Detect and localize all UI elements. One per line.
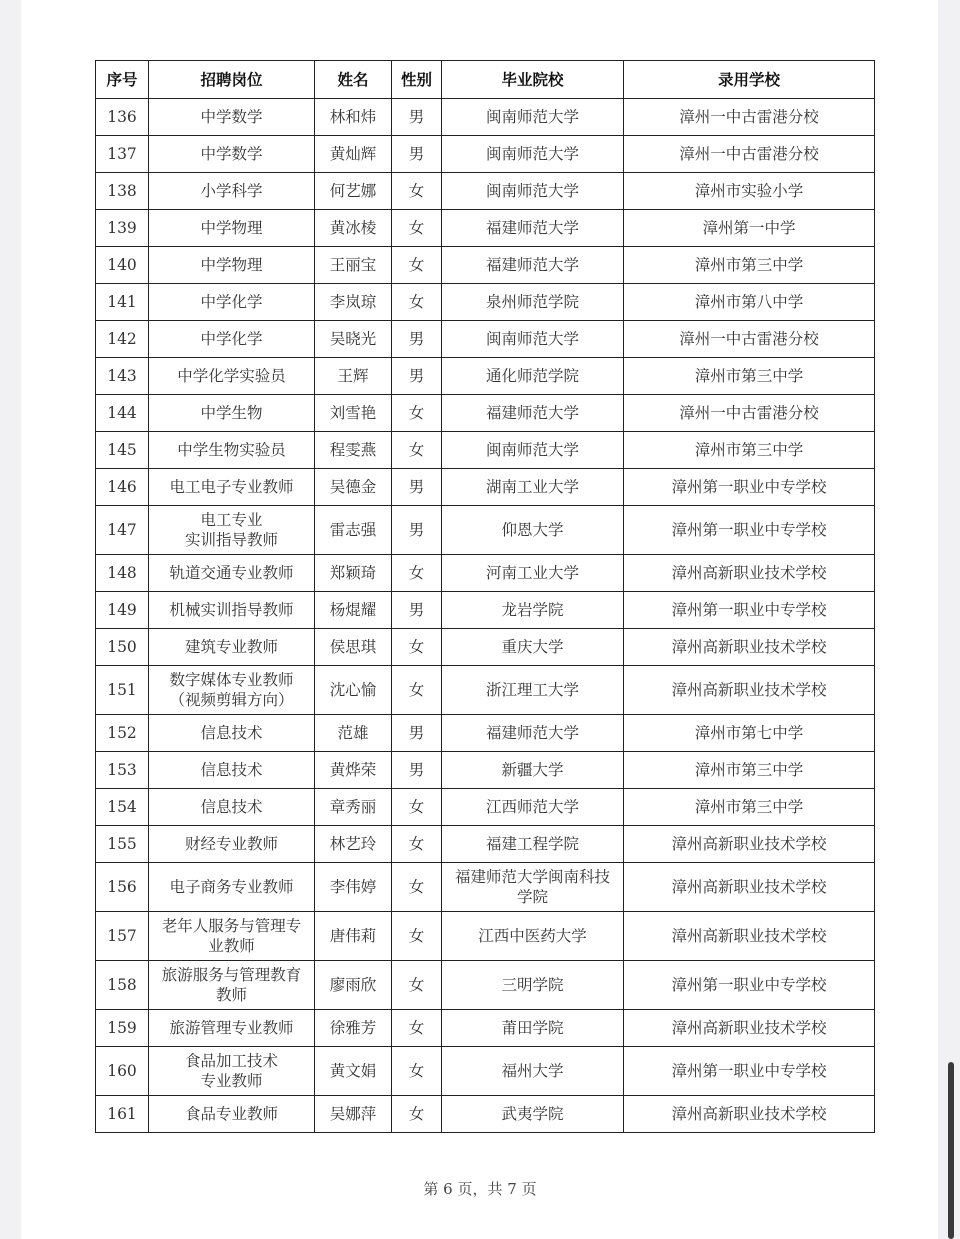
cell-gender: 男 bbox=[392, 136, 442, 173]
cell-gender: 女 bbox=[392, 173, 442, 210]
cell-hiring-school: 漳州市第三中学 bbox=[624, 247, 875, 284]
cell-name: 林艺玲 bbox=[315, 826, 392, 863]
cell-hiring-school: 漳州一中古雷港分校 bbox=[624, 99, 875, 136]
cell-position: 电工专业 实训指导教师 bbox=[149, 506, 315, 555]
cell-gender: 女 bbox=[392, 1096, 442, 1133]
cell-gender: 男 bbox=[392, 358, 442, 395]
cell-gender: 女 bbox=[392, 629, 442, 666]
cell-name: 侯思琪 bbox=[315, 629, 392, 666]
cell-index: 146 bbox=[96, 469, 149, 506]
table-row bbox=[96, 826, 875, 863]
cell-index: 151 bbox=[96, 666, 149, 715]
cell-name: 王辉 bbox=[315, 358, 392, 395]
cell-graduated-from: 福建师范大学闽南科技 学院 bbox=[442, 863, 624, 912]
cell-hiring-school: 漳州一中古雷港分校 bbox=[624, 136, 875, 173]
cell-name: 刘雪艳 bbox=[315, 395, 392, 432]
cell-hiring-school: 漳州高新职业技术学校 bbox=[624, 1010, 875, 1047]
cell-index: 152 bbox=[96, 715, 149, 752]
table-row bbox=[96, 136, 875, 173]
cell-hiring-school: 漳州高新职业技术学校 bbox=[624, 1096, 875, 1133]
cell-position: 电子商务专业教师 bbox=[149, 863, 315, 912]
cell-gender: 男 bbox=[392, 99, 442, 136]
cell-index: 153 bbox=[96, 752, 149, 789]
cell-position: 旅游管理专业教师 bbox=[149, 1010, 315, 1047]
table-row bbox=[96, 912, 875, 961]
cell-hiring-school: 漳州一中古雷港分校 bbox=[624, 395, 875, 432]
cell-index: 156 bbox=[96, 863, 149, 912]
cell-graduated-from: 福建师范大学 bbox=[442, 247, 624, 284]
table-row bbox=[96, 469, 875, 506]
cell-index: 144 bbox=[96, 395, 149, 432]
cell-position: 信息技术 bbox=[149, 715, 315, 752]
cell-index: 158 bbox=[96, 961, 149, 1010]
table-row bbox=[96, 506, 875, 555]
cell-position: 中学化学实验员 bbox=[149, 358, 315, 395]
cell-graduated-from: 仰恩大学 bbox=[442, 506, 624, 555]
table-row bbox=[96, 284, 875, 321]
cell-gender: 女 bbox=[392, 210, 442, 247]
cell-graduated-from: 莆田学院 bbox=[442, 1010, 624, 1047]
cell-position: 轨道交通专业教师 bbox=[149, 555, 315, 592]
table-row bbox=[96, 321, 875, 358]
cell-position: 中学生物实验员 bbox=[149, 432, 315, 469]
cell-name: 黄冰棱 bbox=[315, 210, 392, 247]
table-row bbox=[96, 432, 875, 469]
cell-graduated-from: 浙江理工大学 bbox=[442, 666, 624, 715]
cell-hiring-school: 漳州市第三中学 bbox=[624, 789, 875, 826]
cell-name: 吴娜萍 bbox=[315, 1096, 392, 1133]
cell-position: 老年人服务与管理专 业教师 bbox=[149, 912, 315, 961]
table-row bbox=[96, 863, 875, 912]
cell-gender: 女 bbox=[392, 555, 442, 592]
cell-position: 机械实训指导教师 bbox=[149, 592, 315, 629]
cell-index: 141 bbox=[96, 284, 149, 321]
cell-graduated-from: 江西师范大学 bbox=[442, 789, 624, 826]
cell-graduated-from: 福建师范大学 bbox=[442, 715, 624, 752]
cell-index: 145 bbox=[96, 432, 149, 469]
cell-index: 154 bbox=[96, 789, 149, 826]
cell-name: 徐雅芳 bbox=[315, 1010, 392, 1047]
cell-name: 程雯燕 bbox=[315, 432, 392, 469]
cell-hiring-school: 漳州第一职业中专学校 bbox=[624, 1047, 875, 1096]
cell-hiring-school: 漳州高新职业技术学校 bbox=[624, 912, 875, 961]
header-position: 招聘岗位 bbox=[149, 61, 315, 99]
header-name: 姓名 bbox=[315, 61, 392, 99]
cell-gender: 女 bbox=[392, 395, 442, 432]
cell-gender: 女 bbox=[392, 1010, 442, 1047]
cell-graduated-from: 湖南工业大学 bbox=[442, 469, 624, 506]
cell-gender: 男 bbox=[392, 321, 442, 358]
cell-index: 138 bbox=[96, 173, 149, 210]
cell-hiring-school: 漳州第一职业中专学校 bbox=[624, 592, 875, 629]
cell-gender: 男 bbox=[392, 469, 442, 506]
cell-gender: 女 bbox=[392, 666, 442, 715]
scrollbar[interactable] bbox=[948, 1062, 954, 1239]
cell-hiring-school: 漳州第一职业中专学校 bbox=[624, 961, 875, 1010]
cell-name: 廖雨欣 bbox=[315, 961, 392, 1010]
cell-index: 155 bbox=[96, 826, 149, 863]
table-row bbox=[96, 789, 875, 826]
cell-gender: 女 bbox=[392, 961, 442, 1010]
table-row bbox=[96, 961, 875, 1010]
table-row bbox=[96, 358, 875, 395]
cell-graduated-from: 闽南师范大学 bbox=[442, 432, 624, 469]
cell-hiring-school: 漳州市第三中学 bbox=[624, 358, 875, 395]
table-row bbox=[96, 666, 875, 715]
cell-name: 唐伟莉 bbox=[315, 912, 392, 961]
cell-graduated-from: 泉州师范学院 bbox=[442, 284, 624, 321]
cell-gender: 女 bbox=[392, 432, 442, 469]
cell-gender: 女 bbox=[392, 247, 442, 284]
cell-gender: 男 bbox=[392, 715, 442, 752]
cell-position: 信息技术 bbox=[149, 752, 315, 789]
table-row bbox=[96, 173, 875, 210]
cell-hiring-school: 漳州高新职业技术学校 bbox=[624, 629, 875, 666]
cell-position: 食品专业教师 bbox=[149, 1096, 315, 1133]
cell-hiring-school: 漳州市第七中学 bbox=[624, 715, 875, 752]
cell-hiring-school: 漳州高新职业技术学校 bbox=[624, 863, 875, 912]
cell-gender: 男 bbox=[392, 752, 442, 789]
cell-position: 数字媒体专业教师 （视频剪辑方向） bbox=[149, 666, 315, 715]
cell-position: 中学数学 bbox=[149, 99, 315, 136]
table-row bbox=[96, 395, 875, 432]
header-hiring-school: 录用学校 bbox=[624, 61, 875, 99]
cell-hiring-school: 漳州市第三中学 bbox=[624, 752, 875, 789]
cell-graduated-from: 福建工程学院 bbox=[442, 826, 624, 863]
cell-graduated-from: 三明学院 bbox=[442, 961, 624, 1010]
table-row bbox=[96, 1096, 875, 1133]
cell-index: 147 bbox=[96, 506, 149, 555]
cell-graduated-from: 闽南师范大学 bbox=[442, 321, 624, 358]
cell-hiring-school: 漳州市第三中学 bbox=[624, 432, 875, 469]
cell-hiring-school: 漳州市第八中学 bbox=[624, 284, 875, 321]
cell-name: 林和炜 bbox=[315, 99, 392, 136]
cell-position: 旅游服务与管理教育 教师 bbox=[149, 961, 315, 1010]
cell-graduated-from: 福建师范大学 bbox=[442, 210, 624, 247]
cell-position: 信息技术 bbox=[149, 789, 315, 826]
cell-gender: 女 bbox=[392, 912, 442, 961]
cell-position: 中学数学 bbox=[149, 136, 315, 173]
header-graduated-from: 毕业院校 bbox=[442, 61, 624, 99]
cell-hiring-school: 漳州第一职业中专学校 bbox=[624, 506, 875, 555]
table-row bbox=[96, 629, 875, 666]
cell-name: 章秀丽 bbox=[315, 789, 392, 826]
cell-name: 王丽宝 bbox=[315, 247, 392, 284]
table-row bbox=[96, 1047, 875, 1096]
cell-graduated-from: 闽南师范大学 bbox=[442, 173, 624, 210]
cell-hiring-school: 漳州第一职业中专学校 bbox=[624, 469, 875, 506]
hiring-table bbox=[95, 60, 875, 1133]
cell-name: 李岚琼 bbox=[315, 284, 392, 321]
header-index: 序号 bbox=[96, 61, 149, 99]
cell-name: 范雄 bbox=[315, 715, 392, 752]
cell-position: 中学化学 bbox=[149, 321, 315, 358]
cell-hiring-school: 漳州高新职业技术学校 bbox=[624, 555, 875, 592]
cell-position: 中学物理 bbox=[149, 210, 315, 247]
table-row bbox=[96, 592, 875, 629]
cell-gender: 女 bbox=[392, 789, 442, 826]
cell-position: 中学物理 bbox=[149, 247, 315, 284]
cell-position: 中学生物 bbox=[149, 395, 315, 432]
cell-graduated-from: 通化师范学院 bbox=[442, 358, 624, 395]
cell-name: 黄文娟 bbox=[315, 1047, 392, 1096]
cell-name: 黄灿辉 bbox=[315, 136, 392, 173]
table-row bbox=[96, 715, 875, 752]
cell-index: 140 bbox=[96, 247, 149, 284]
cell-graduated-from: 武夷学院 bbox=[442, 1096, 624, 1133]
cell-position: 食品加工技术 专业教师 bbox=[149, 1047, 315, 1096]
table-row bbox=[96, 99, 875, 136]
cell-name: 吴德金 bbox=[315, 469, 392, 506]
cell-hiring-school: 漳州高新职业技术学校 bbox=[624, 826, 875, 863]
cell-position: 电工电子专业教师 bbox=[149, 469, 315, 506]
cell-gender: 女 bbox=[392, 284, 442, 321]
cell-name: 吴晓光 bbox=[315, 321, 392, 358]
table-row bbox=[96, 247, 875, 284]
cell-gender: 女 bbox=[392, 826, 442, 863]
cell-hiring-school: 漳州高新职业技术学校 bbox=[624, 666, 875, 715]
cell-index: 142 bbox=[96, 321, 149, 358]
table-body bbox=[96, 99, 875, 1133]
cell-graduated-from: 福建师范大学 bbox=[442, 395, 624, 432]
table-row bbox=[96, 752, 875, 789]
cell-gender: 男 bbox=[392, 592, 442, 629]
table-row bbox=[96, 555, 875, 592]
cell-index: 161 bbox=[96, 1096, 149, 1133]
cell-position: 中学化学 bbox=[149, 284, 315, 321]
header-gender: 性别 bbox=[392, 61, 442, 99]
cell-graduated-from: 龙岩学院 bbox=[442, 592, 624, 629]
cell-name: 李伟婷 bbox=[315, 863, 392, 912]
cell-index: 136 bbox=[96, 99, 149, 136]
cell-gender: 女 bbox=[392, 1047, 442, 1096]
cell-hiring-school: 漳州市实验小学 bbox=[624, 173, 875, 210]
table-row bbox=[96, 1010, 875, 1047]
cell-graduated-from: 新疆大学 bbox=[442, 752, 624, 789]
cell-gender: 女 bbox=[392, 863, 442, 912]
cell-index: 139 bbox=[96, 210, 149, 247]
cell-index: 157 bbox=[96, 912, 149, 961]
cell-graduated-from: 重庆大学 bbox=[442, 629, 624, 666]
cell-graduated-from: 闽南师范大学 bbox=[442, 99, 624, 136]
cell-graduated-from: 闽南师范大学 bbox=[442, 136, 624, 173]
cell-gender: 男 bbox=[392, 506, 442, 555]
table-row bbox=[96, 210, 875, 247]
cell-position: 小学科学 bbox=[149, 173, 315, 210]
cell-graduated-from: 福州大学 bbox=[442, 1047, 624, 1096]
table-header-row bbox=[96, 61, 875, 99]
cell-name: 何艺娜 bbox=[315, 173, 392, 210]
cell-position: 财经专业教师 bbox=[149, 826, 315, 863]
cell-name: 杨焜耀 bbox=[315, 592, 392, 629]
cell-index: 137 bbox=[96, 136, 149, 173]
cell-hiring-school: 漳州第一中学 bbox=[624, 210, 875, 247]
cell-index: 159 bbox=[96, 1010, 149, 1047]
cell-hiring-school: 漳州一中古雷港分校 bbox=[624, 321, 875, 358]
cell-name: 黄烨荣 bbox=[315, 752, 392, 789]
cell-index: 160 bbox=[96, 1047, 149, 1096]
cell-position: 建筑专业教师 bbox=[149, 629, 315, 666]
cell-index: 148 bbox=[96, 555, 149, 592]
cell-index: 143 bbox=[96, 358, 149, 395]
page-footer: 第 6 页，共 7 页 bbox=[423, 1180, 537, 1198]
cell-index: 149 bbox=[96, 592, 149, 629]
cell-graduated-from: 河南工业大学 bbox=[442, 555, 624, 592]
cell-graduated-from: 江西中医药大学 bbox=[442, 912, 624, 961]
cell-name: 沈心愉 bbox=[315, 666, 392, 715]
cell-index: 150 bbox=[96, 629, 149, 666]
cell-name: 雷志强 bbox=[315, 506, 392, 555]
cell-name: 郑颖琦 bbox=[315, 555, 392, 592]
